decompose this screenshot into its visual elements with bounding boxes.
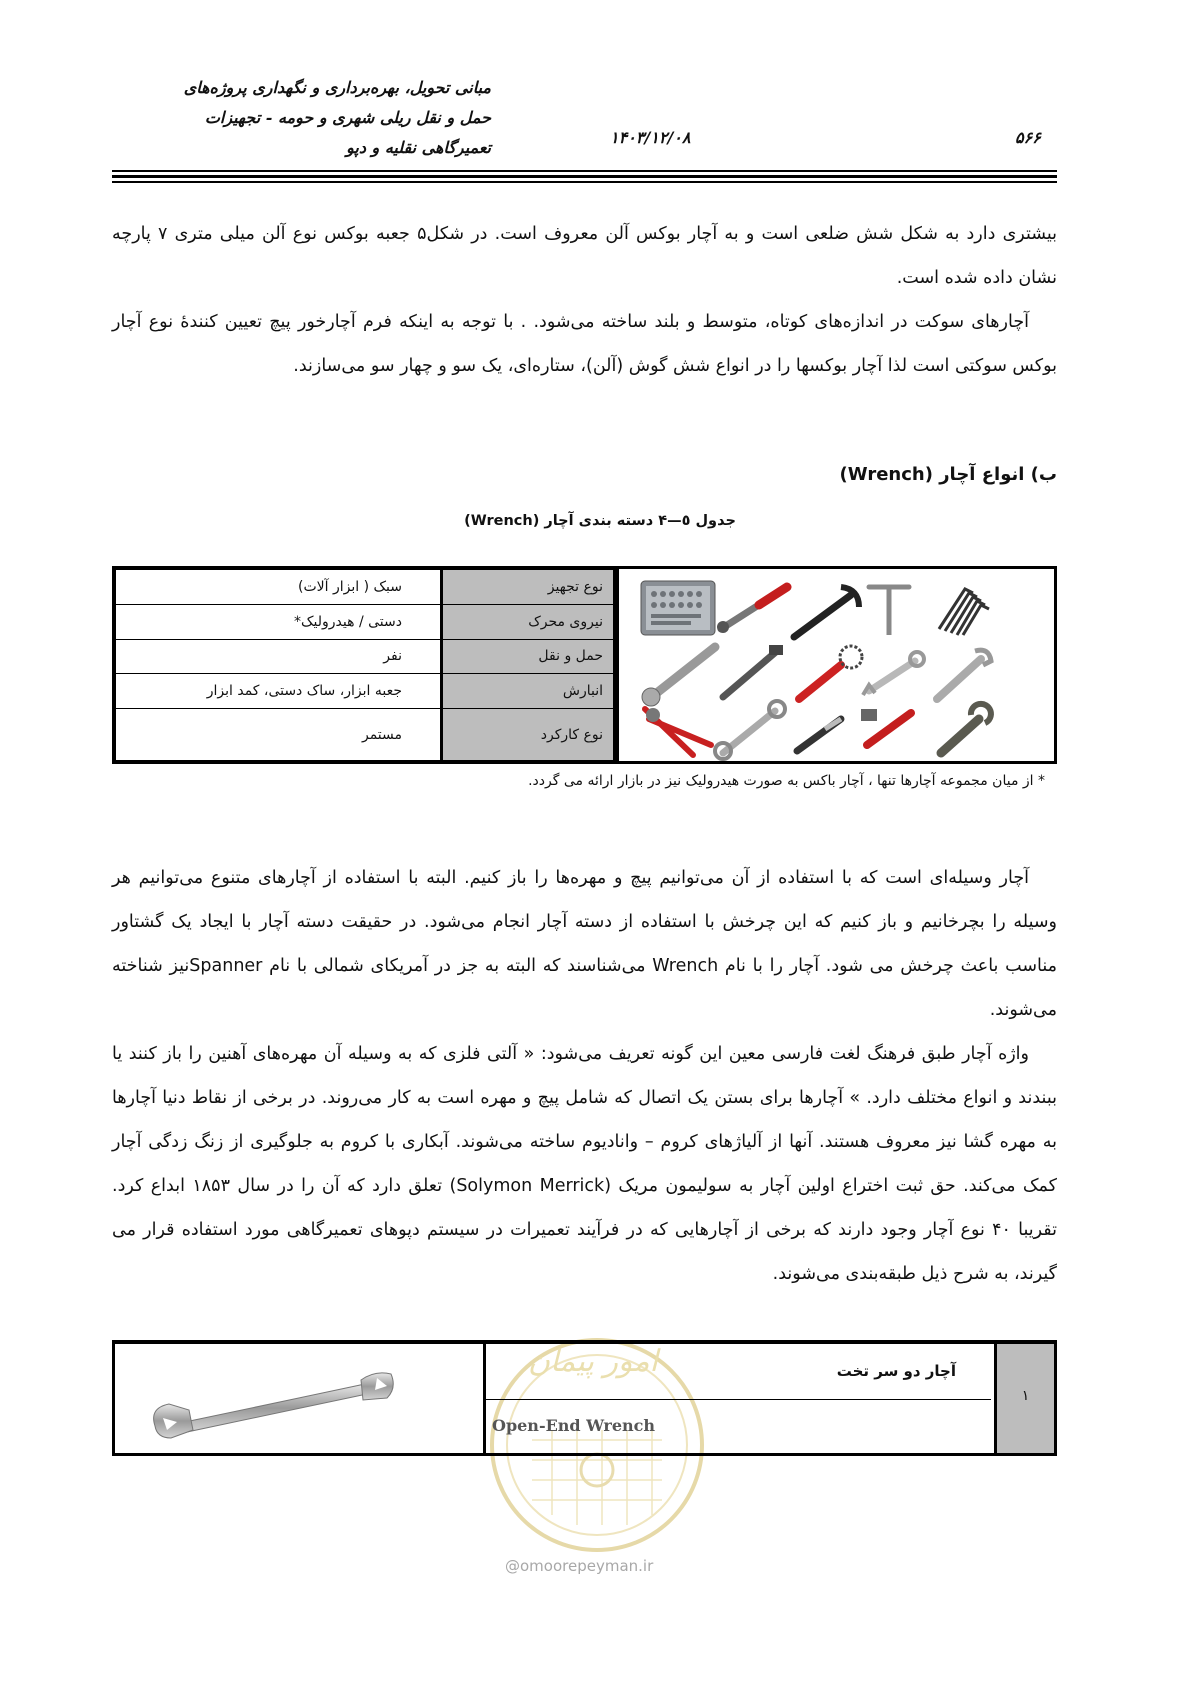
spec-value: مستمر	[116, 709, 442, 761]
spec-label: حمل و نقل	[442, 639, 615, 674]
spec-label: نوع تجهیز	[442, 570, 615, 605]
socket-tube-wrench-icon	[642, 647, 715, 706]
body-paragraph-2: واژه آچار طبق فرهنگ لغت فارسی معین این گونه تعریف می‌شود: « آلتی فلزی که به وسیله آن مهره‌های آهنین را باز کنند یا ببندند و انواع مختلف دارد. » آچارها برای بستن یک اتصال که شامل پیچ و مهره است به کار می‌روند. در برخی از نقاط دنیا آچارها به مهره گشا نیز معروف هستند. آنها از آلیاژهای کروم – وانادیوم ساخته می‌شوند. آبکاری با کروم به جلوگیری از زنگ زدگی آچار کمک می‌کند. حق ثبت اختراع اولین آچار به سولیمون مریک (Solymon Merrick) تعلق دارد که آن را در سال ۱۸۵۳ ابداع کرد. تقریبا ۴۰ نوع آچار وجود دارند که برخی از آچارهایی که در فرآیند تعمیرات در سیستم دپوهای تعمیرگاهی مورد استفاده قرار می گیرند، به شرح ذیل طبقه‌بندی می‌شوند.	[112, 1044, 1057, 1284]
table-row	[116, 709, 615, 761]
table-row	[116, 604, 615, 639]
spec-label: انبارش	[442, 674, 615, 709]
table-caption: جدول ٥—۴ دسته بندی آچار (Wrench)	[464, 513, 736, 529]
spec-table	[112, 566, 1057, 764]
header-rule	[112, 175, 1057, 178]
header-title-line2: حمل و نقل ریلی شهری و حومه - تجهیزات	[204, 108, 491, 127]
item-name-english: Open-End Wrench	[492, 1416, 656, 1435]
allen-key-set-icon	[939, 589, 989, 635]
hook-spanner-icon	[794, 587, 859, 637]
torque-wrench-icon	[717, 587, 787, 633]
spec-label: نیروی محرک	[442, 604, 615, 639]
intro-text	[112, 212, 1057, 388]
open-end-wrench-image	[115, 1344, 486, 1453]
body-text	[112, 856, 1057, 1296]
wrench-collage	[616, 569, 1054, 761]
body-paragraph-1: آچار وسیله‌ای است که با استفاده از آن می‌توانیم پیچ و مهره‌ها را باز کنیم. البته با استفاده از آچارهای متنوع می‌توانیم هر وسیله را بچرخانیم و باز کنیم که این چرخش با استفاده از دسته آچار انجام می‌شود. در حقیقت دسته آچار با ایجاد یک گشتاور مناسب باعث چرخش می شود. آچار را با نام Wrench می‌شناسند که البته به جز در آمریکای شمالی با نام Spannerنیز شناخته می‌شوند.	[112, 868, 1057, 1020]
spec-label: نوع کارکرد	[442, 709, 615, 761]
header-title-line3: تعمیرگاهی نقلیه و دپو	[346, 138, 491, 157]
adjustable-wrench-icon	[937, 650, 991, 699]
table-row	[116, 674, 615, 709]
header-rule	[112, 170, 1057, 172]
table-row	[116, 570, 615, 605]
header-date: ۱۴۰۳/۱۲/۰۸	[610, 128, 691, 147]
chain-wrench-icon	[799, 646, 862, 699]
page-number: ۵۶۶	[1015, 128, 1041, 147]
combination-wrench-icon	[863, 652, 924, 695]
item-number: ۱	[994, 1344, 1054, 1453]
intro-paragraph-2: آچارهای سوکت در اندازه‌های کوتاه، متوسط و بلند ساخته می‌شود. . با توجه به اینکه فرم آچارخور پیچ تعیین کنندهٔ نوع آچار بوکس سوکتی است لذا آچار بوکسها را در انواع شش گوش (آلن)، ستاره‌ای، یک سو و چهار سو می‌سازند.	[112, 312, 1057, 376]
ratchet-wrench-icon	[797, 719, 841, 751]
header-rule	[112, 181, 1057, 183]
pipe-wrench-icon	[723, 645, 783, 697]
pliers-wrench-icon	[645, 708, 711, 755]
t-handle-wrench-icon	[869, 587, 909, 635]
wrench-collage-image	[619, 569, 1051, 761]
item-name-cell	[483, 1344, 991, 1453]
table-row	[116, 639, 615, 674]
watermark-url: @omoorepeyman.ir	[505, 1557, 654, 1575]
spec-value: نفر	[116, 639, 442, 674]
header-title-line1: مبانی تحویل، بهره‌برداری و نگهداری پروژه‌های	[183, 78, 491, 97]
spec-value: سبک ( ابزار آلات)	[116, 570, 442, 605]
slogging-wrench-icon	[941, 704, 991, 753]
spec-value: جعبه ابزار، ساک دستی، کمد ابزار	[116, 674, 442, 709]
spec-value: دستی / هیدرولیک*	[116, 604, 442, 639]
intro-paragraph-1: بیشتری دارد به شکل شش ضلعی است و به آچار بوکس آلن معروف است. در شکل۵ جعبه بوکس نوع آلن میلی متری ۷ پارچه نشان داده شده است.	[112, 224, 1057, 288]
watermark-seal-text: امور پیمان	[528, 1344, 658, 1379]
spec-data-table	[115, 569, 616, 761]
red-pipe-wrench-icon	[861, 709, 911, 745]
ring-spanner-icon	[715, 701, 785, 759]
item-name-persian: آچار دو سر تخت	[836, 1362, 956, 1380]
table-footnote: * از میان مجموعه آچارها تنها ، آچار باکس به صورت هیدرولیک نیز در بازار ارائه می گردد.	[528, 773, 1045, 789]
socket-set-icon	[641, 581, 715, 635]
open-end-wrench-icon	[115, 1344, 486, 1454]
wrench-item-table	[112, 1340, 1057, 1456]
section-heading: ب) انواع آچار (Wrench)	[839, 464, 1057, 485]
